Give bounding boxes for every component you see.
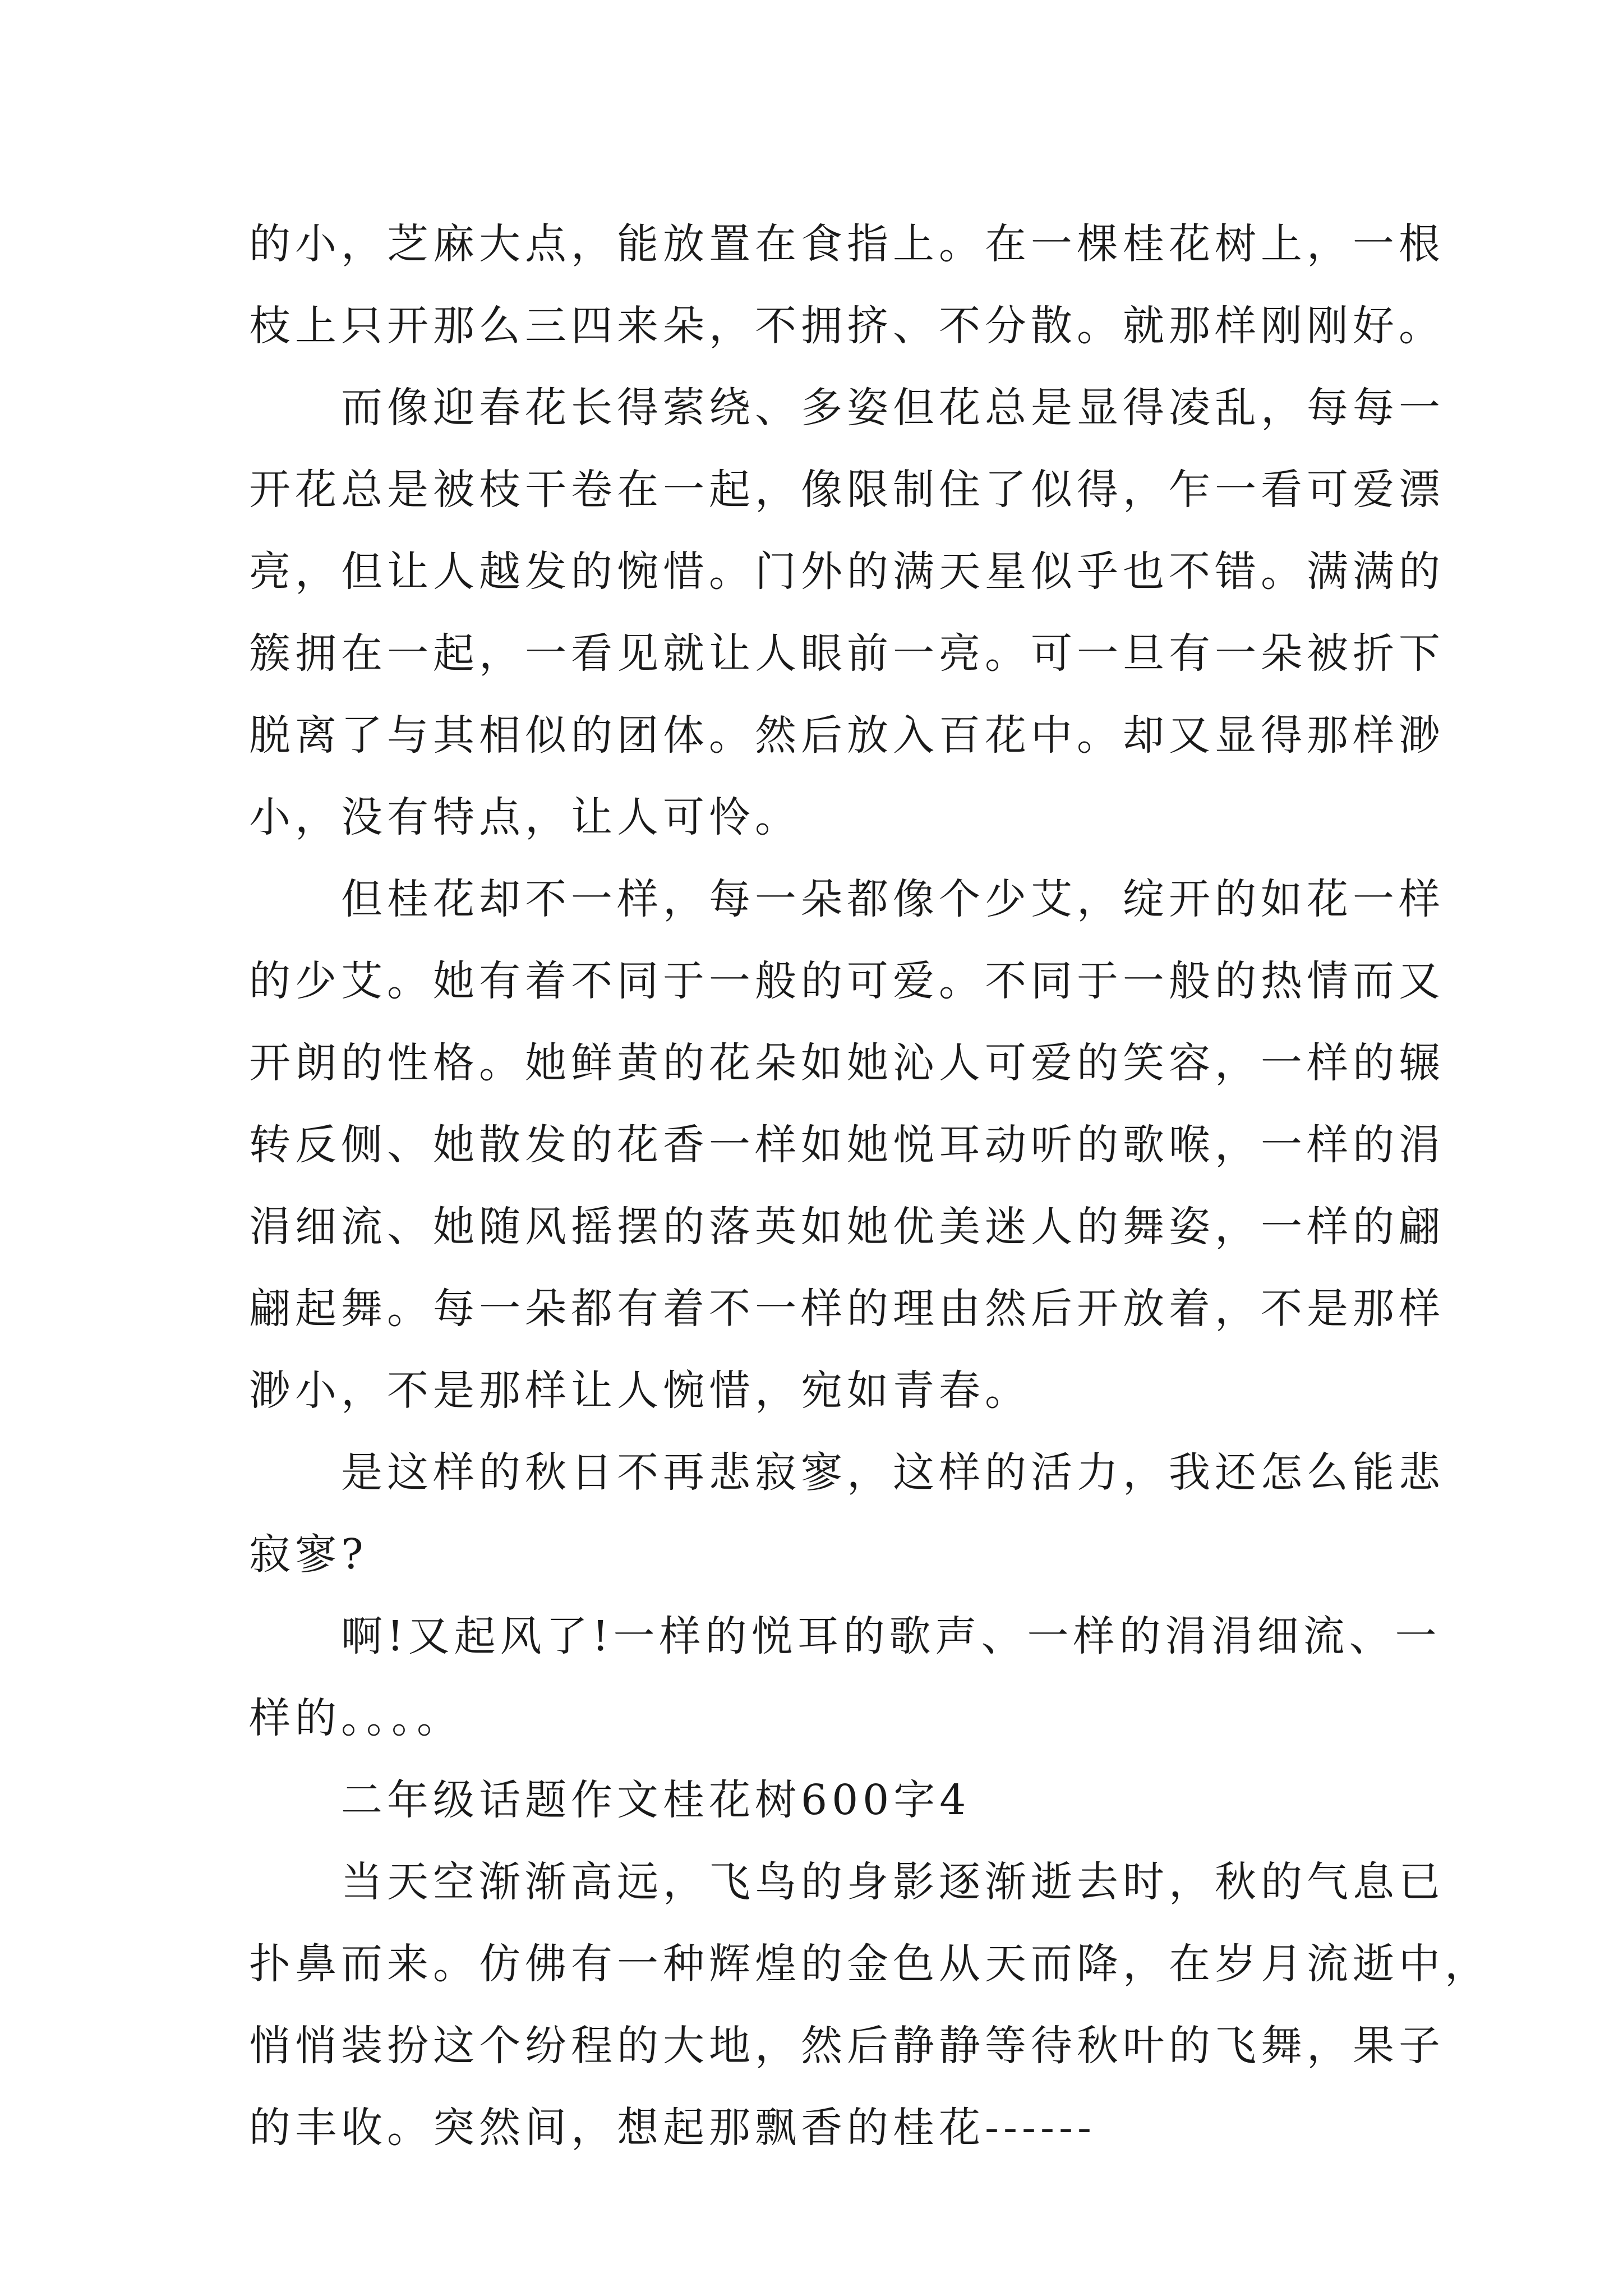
paragraph-4	[249, 1432, 1445, 1595]
text-line: 但桂花却不一样，每一朵都像个少艾，绽开的如花一样	[341, 875, 1445, 923]
text-line: 枝上只开那么三四来朵，不拥挤、不分散。就那样刚刚好。	[249, 302, 1445, 350]
text-line: 小，没有特点，让人可怜。	[249, 793, 801, 841]
paragraph-2	[249, 367, 1445, 858]
text-line: 当天空渐渐高远，飞鸟的身影逐渐逝去时，秋的气息已	[341, 1858, 1445, 1906]
text-line: 的少艾。她有着不同于一般的可爱。不同于一般的热情而又	[249, 957, 1445, 1005]
text-line: 样的。。。。	[249, 1694, 463, 1742]
text-line: 啊!又起风了!一样的悦耳的歌声、一样的涓涓细流、一	[341, 1612, 1441, 1660]
paragraph-1	[249, 203, 1445, 367]
text-line: 是这样的秋日不再悲寂寥，这样的活力，我还怎么能悲	[341, 1448, 1445, 1497]
document-body	[249, 203, 1491, 2169]
paragraph-6	[249, 1841, 1491, 2169]
text-line: 脱离了与其相似的团体。然后放入百花中。却又显得那样渺	[249, 711, 1445, 760]
text-line: 寂寥?	[249, 1530, 368, 1579]
heading-line: 二年级话题作文桂花树600字4	[341, 1776, 971, 1824]
text-line: 开花总是被枝干卷在一起，像限制住了似得，乍一看可爱漂	[249, 466, 1445, 514]
text-line: 扑鼻而来。仿佛有一种辉煌的金色从天而降，在岁月流逝中，	[249, 1940, 1491, 1988]
text-line: 悄悄装扮这个纷程的大地，然后静静等待秋叶的飞舞，果子	[249, 2022, 1445, 2070]
text-line: 开朗的性格。她鲜黄的花朵如她沁人可爱的笑容，一样的辗	[249, 1039, 1445, 1087]
text-line: 簇拥在一起，一看见就让人眼前一亮。可一旦有一朵被折下	[249, 629, 1445, 678]
text-line: 而像迎春花长得萦绕、多姿但花总是显得凌乱，每每一	[341, 384, 1445, 432]
paragraph-3	[249, 858, 1445, 1432]
paragraph-5	[249, 1595, 1441, 1759]
text-line: 的丰收。突然间，想起那飘香的桂花------	[249, 2104, 1096, 2152]
text-line: 亮，但让人越发的惋惜。门外的满天星似乎也不错。满满的	[249, 547, 1445, 596]
text-line: 翩起舞。每一朵都有着不一样的理由然后开放着，不是那样	[249, 1285, 1445, 1333]
text-line: 转反侧、她散发的花香一样如她悦耳动听的歌喉，一样的涓	[249, 1121, 1445, 1169]
text-line: 涓细流、她随风摇摆的落英如她优美迷人的舞姿，一样的翩	[249, 1203, 1445, 1251]
text-line: 的小，芝麻大点，能放置在食指上。在一棵桂花树上，一根	[249, 220, 1445, 268]
text-line: 渺小，不是那样让人惋惜，宛如青春。	[249, 1366, 1031, 1415]
section-heading	[249, 1759, 1393, 1841]
